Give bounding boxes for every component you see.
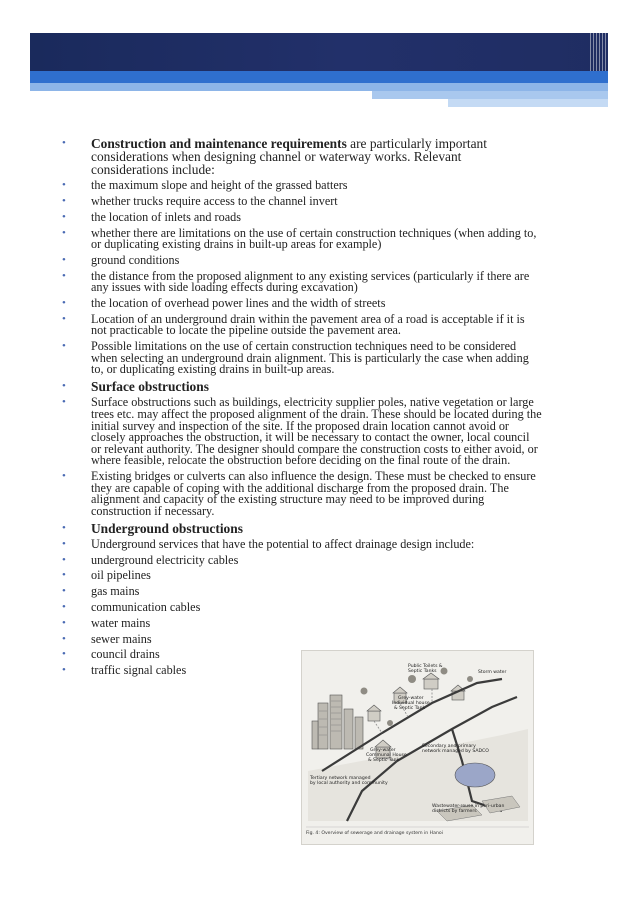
label-tertiary-2: by local authority and community <box>310 781 388 786</box>
lake <box>455 763 495 787</box>
list-item: • communication cables <box>62 602 542 614</box>
list-item: • underground electricity cables <box>62 555 542 567</box>
figure-caption: Fig. 4: Overview of sewerage and drainage system in Hanoi <box>306 831 443 836</box>
list-item-construction-heading <box>62 137 542 176</box>
header-banner-blue-band <box>30 71 608 83</box>
label-wastewater-1: Wastewater-reuse in peri-urban <box>432 804 505 809</box>
label-communal-2: Communal House <box>366 753 407 758</box>
list-item: • the location of inlets and roads <box>62 212 542 224</box>
city-buildings <box>312 695 363 749</box>
label-communal-1: Grey-water <box>370 748 396 753</box>
list-item: • oil pipelines <box>62 570 542 582</box>
list-item: • the distance from the proposed alignment to any existing services (particularly if there are any issues with side loading effects during excavation) <box>62 271 542 294</box>
list-item: • Possible limitations on the use of certain construction techniques need to be considered when selecting an underground drain alignment. This is particularly the case when adding to, or duplicating existing drains in built-up areas. <box>62 341 542 376</box>
list-item: • the maximum slope and height of the grassed batters <box>62 180 542 192</box>
list-item: • water mains <box>62 618 542 630</box>
list-item: • Location of an underground drain within the pavement area of a road is acceptable if it is not practicable to locate the pipeline outside the pavement area. <box>62 314 542 337</box>
sewerage-diagram <box>302 651 533 844</box>
list-item: • gas mains <box>62 586 542 598</box>
label-wastewater-2: districts by farmers <box>432 809 477 814</box>
list-item: • Surface obstructions such as buildings, electricity supplier poles, native vegetation or large trees etc. may affect the proposed alignment of the drain. These should be located during the initial survey and inspection of the site. If the proposed drain location cannot avoid or closely approaches the obstruction, it will be necessary to contact the owner, local council or relevant authority. The designer should compare the construction costs to either avoid, or where feasible, relocate the obstruction before deciding on the final route of the drain. <box>62 397 542 467</box>
list-item: • Underground services that have the potential to affect drainage design include: <box>62 539 542 551</box>
label-grey-water-2: Individual house <box>392 701 430 706</box>
list-item: • council drains <box>62 649 542 661</box>
sewerage-diagram-figure <box>301 650 534 845</box>
list-item: • whether trucks require access to the channel invert <box>62 196 542 208</box>
header-banner <box>30 33 608 71</box>
label-tertiary-1: Tertiary network managed <box>310 776 371 781</box>
label-grey-water-3: & Septic Tank <box>394 706 426 711</box>
bullet-list <box>62 137 542 677</box>
label-public-toilets-1: Public Toilets & <box>408 664 443 669</box>
label-grey-water-1: Grey-water <box>398 696 424 701</box>
list-item: • sewer mains <box>62 634 542 646</box>
header-banner-light-band <box>30 83 608 91</box>
list-item: • ground conditions <box>62 255 542 267</box>
label-secondary-1: Secondary and primary <box>422 744 476 749</box>
list-item-underground-heading <box>62 522 542 535</box>
heading-surface-obstructions: Surface obstructions <box>91 379 209 395</box>
list-item: • traffic signal cables <box>62 665 542 677</box>
header-banner-light-band-3 <box>448 99 608 107</box>
label-storm-water: Storm water <box>478 670 507 675</box>
list-item: • Existing bridges or culverts can also influence the design. These must be checked to ensure they are capable of coping with the additional discharge from the proposed drain. The alignment and capacity of the existing structure may need to be improved during construction if necessary. <box>62 471 542 517</box>
bullet-content <box>62 137 542 681</box>
label-public-toilets-2: Septic Tanks <box>408 669 437 674</box>
list-item: • whether there are limitations on the use of certain construction techniques (when adding to, or duplicating existing drains in built-up areas for example) <box>62 228 542 251</box>
header-banner-stripes <box>590 33 608 71</box>
list-item-text: are particularly important considerations when designing channel or waterway works. Relevant considerations include: <box>91 136 487 177</box>
header-banner-light-band-2 <box>372 91 608 99</box>
list-item: • the location of overhead power lines and the width of streets <box>62 298 542 310</box>
label-communal-3: & Septic Tank <box>368 758 400 763</box>
list-item-surface-heading <box>62 380 542 393</box>
heading-construction: Construction and maintenance requirements <box>91 136 347 151</box>
label-secondary-2: network managed by SADCO <box>422 749 489 754</box>
heading-underground-obstructions: Underground obstructions <box>91 520 243 536</box>
